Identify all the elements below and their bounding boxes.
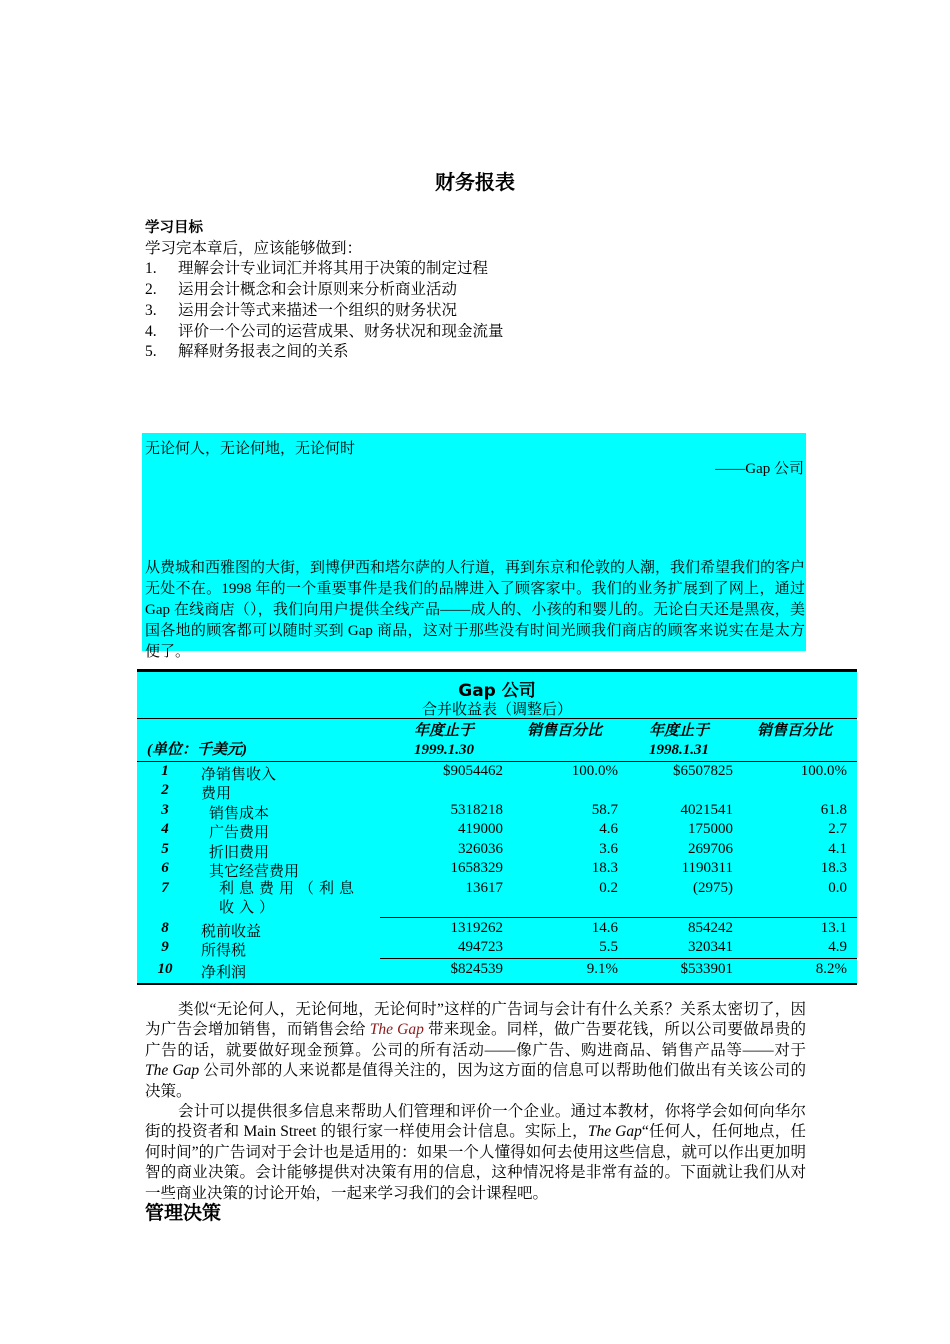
col-year1-line1: 年度止于 bbox=[414, 723, 475, 739]
row-number: 7 bbox=[161, 880, 169, 896]
row-number: 10 bbox=[157, 961, 173, 977]
p1-text-b: 带来现金。同样，做广告要花钱，所以公司要做昂贵的广告的话，就要做好现金预算。公司的所有活动——像广告、购进商品、销售产品等——对于 bbox=[145, 1021, 806, 1059]
brand-name: The Gap bbox=[145, 1062, 200, 1080]
objective-item bbox=[145, 259, 504, 280]
pct-1999: 3.6 bbox=[599, 841, 618, 857]
objectives-heading: 学习目标 bbox=[145, 220, 203, 236]
brand-name: The Gap bbox=[369, 1021, 424, 1039]
objective-text: 运用会计等式来描述一个组织的财务状况 bbox=[178, 301, 458, 319]
body-text bbox=[145, 1000, 806, 1204]
gap-quote-box bbox=[142, 433, 806, 660]
row-number: 9 bbox=[161, 939, 169, 955]
row-label: 广告费用 bbox=[209, 825, 270, 841]
value-1999: 13617 bbox=[465, 880, 503, 896]
value-1998: 269706 bbox=[688, 841, 733, 857]
pct-1998: 4.9 bbox=[828, 939, 847, 955]
row-label: 利息费用（利息收入） bbox=[219, 881, 360, 916]
objective-number: 2. bbox=[145, 281, 157, 299]
row-label: 销售成本 bbox=[209, 806, 270, 822]
pct-1999: 9.1% bbox=[586, 961, 618, 977]
value-1999: 494723 bbox=[458, 939, 503, 955]
page-title: 财务报表 bbox=[435, 170, 515, 194]
row-label: 其它经营费用 bbox=[209, 864, 300, 880]
value-1999: 419000 bbox=[458, 821, 503, 837]
pct-1998: 0.0 bbox=[828, 880, 847, 896]
row-number: 5 bbox=[161, 841, 169, 857]
row-label: 所得税 bbox=[201, 943, 247, 959]
pct-1999: 100.0% bbox=[571, 763, 618, 779]
value-1999: 1658329 bbox=[450, 860, 503, 876]
pct-1999: 5.5 bbox=[599, 939, 618, 955]
objective-text: 运用会计概念和会计原则来分析商业活动 bbox=[178, 281, 458, 299]
col-year2-line1: 年度止于 bbox=[649, 723, 710, 739]
row-number: 3 bbox=[161, 802, 169, 818]
objective-item bbox=[145, 301, 504, 322]
row-number: 8 bbox=[161, 920, 169, 936]
value-1998: $6507825 bbox=[673, 763, 733, 779]
value-1998: 1190311 bbox=[681, 860, 733, 876]
p1-text-a: 类似“无论何人，无论何地，无论何时”这样的广告词与会计有什么关系？关系太密切了，因为广告会增加销售，而销售会给 bbox=[145, 1001, 806, 1039]
objective-number: 1. bbox=[145, 260, 157, 278]
value-1999: 1319262 bbox=[450, 920, 503, 936]
pct-1999: 14.6 bbox=[591, 920, 618, 936]
unit-label: (单位：千美元) bbox=[147, 742, 247, 758]
learning-objectives bbox=[145, 218, 504, 363]
quote-attribution: ——Gap 公司 bbox=[715, 461, 804, 477]
objective-text: 理解会计专业词汇并将其用于决策的制定过程 bbox=[178, 260, 489, 278]
row-label: 税前收益 bbox=[201, 924, 262, 940]
objectives-intro: 学习完本章后，应该能够做到： bbox=[145, 239, 363, 257]
p2-text-b: “任何人，任何地点，任何时间”的广告词对于会计也是适用的：如果一个人懂得如何去使用这些信息，就可以作出更加明智的商业决策。会计能够提供对决策有用的信息，这种情况将是非常有益的。下面就让我们从对一些商业决策的讨论开始，一起来学习我们的会计课程吧。 bbox=[145, 1123, 806, 1202]
objective-number: 5. bbox=[145, 343, 157, 361]
row-label: 净利润 bbox=[201, 965, 247, 981]
row-number: 4 bbox=[161, 821, 169, 837]
value-1998: 175000 bbox=[688, 821, 733, 837]
subtotal-rule bbox=[380, 917, 857, 918]
pct-1998: 18.3 bbox=[820, 860, 847, 876]
paragraph-1 bbox=[145, 1000, 806, 1102]
pct-1999: 4.6 bbox=[599, 821, 618, 837]
row-label: 净销售收入 bbox=[201, 767, 277, 783]
row-number: 1 bbox=[161, 763, 169, 779]
statement-company: Gap 公司 bbox=[458, 681, 536, 701]
objective-item bbox=[145, 342, 504, 363]
pct-1998: 61.8 bbox=[820, 802, 847, 818]
row-label: 费用 bbox=[201, 786, 232, 802]
pct-1998: 4.1 bbox=[828, 841, 847, 857]
value-1999: 5318218 bbox=[450, 802, 503, 818]
pct-1998: 8.2% bbox=[815, 961, 847, 977]
col-year1-line2: 1999.1.30 bbox=[414, 742, 474, 758]
objective-item bbox=[145, 322, 504, 343]
pct-1999: 18.3 bbox=[591, 860, 618, 876]
section-heading: 管理决策 bbox=[145, 1202, 222, 1224]
objective-text: 解释财务报表之间的关系 bbox=[178, 343, 349, 361]
objective-item bbox=[145, 280, 504, 301]
value-1998: $533901 bbox=[680, 961, 733, 977]
objective-number: 4. bbox=[145, 322, 157, 340]
statement-subtitle: 合并收益表（调整后） bbox=[421, 702, 572, 718]
brand-name: The Gap bbox=[587, 1123, 642, 1141]
total-rule bbox=[380, 958, 857, 959]
quote-paragraph: 从费城和西雅图的大街，到博伊西和塔尔萨的人行道，再到东京和伦敦的人潮，我们希望我们的客户无处不在。1998 年的一个重要事件是我们的品牌进入了顾客家中。我们的业务扩展到了网上，通过 Gap 在线商店（），我们向用户提供全线产品——成人的、小孩的和婴儿的。无论白天还是黑夜，美国各地的顾客都可以随时买到 Gap 商品，这对于那些没有时间光顾我们商店的顾客来说实在是太方便了。 bbox=[145, 560, 806, 660]
pct-1998: 100.0% bbox=[800, 763, 847, 779]
row-number: 2 bbox=[161, 782, 169, 798]
value-1998: 854242 bbox=[688, 920, 733, 936]
header-rule bbox=[137, 718, 857, 719]
value-1999: $9054462 bbox=[443, 763, 503, 779]
p2-text-a: 会计可以提供很多信息来帮助人们管理和评价一个企业。通过本教材，你将学会如何向华尔街的投资者和 Main Street 的银行家一样使用会计信息。实际上， bbox=[145, 1103, 806, 1141]
objective-number: 3. bbox=[145, 301, 157, 319]
paragraph-2 bbox=[145, 1102, 806, 1204]
pct-1998: 13.1 bbox=[820, 920, 847, 936]
value-1998: 4021541 bbox=[680, 802, 733, 818]
income-statement bbox=[137, 669, 857, 985]
row-label: 折旧费用 bbox=[209, 845, 270, 861]
slogan: 无论何人，无论何地，无论何时 bbox=[145, 441, 356, 457]
objective-text: 评价一个公司的运营成果、财务状况和现金流量 bbox=[178, 322, 504, 340]
col-year2-line2: 1998.1.31 bbox=[649, 742, 709, 758]
pct-1998: 2.7 bbox=[828, 821, 847, 837]
pct-1999: 58.7 bbox=[591, 802, 618, 818]
value-1998: 320341 bbox=[688, 939, 733, 955]
row-number: 6 bbox=[161, 860, 169, 876]
pct-1999: 0.2 bbox=[599, 880, 618, 896]
p1-text-c: 公司外部的人来说都是值得关注的，因为这方面的信息可以帮助他们做出有关该公司的决策。 bbox=[145, 1062, 806, 1100]
col-pct2-header: 销售百分比 bbox=[757, 723, 833, 739]
value-1999: $824539 bbox=[450, 961, 503, 977]
col-pct1-header: 销售百分比 bbox=[527, 723, 603, 739]
col-year1-header bbox=[414, 722, 474, 760]
column-header-rule bbox=[137, 761, 857, 762]
col-year2-header bbox=[649, 722, 709, 760]
value-1998: (2975) bbox=[693, 880, 733, 896]
value-1999: 326036 bbox=[458, 841, 503, 857]
